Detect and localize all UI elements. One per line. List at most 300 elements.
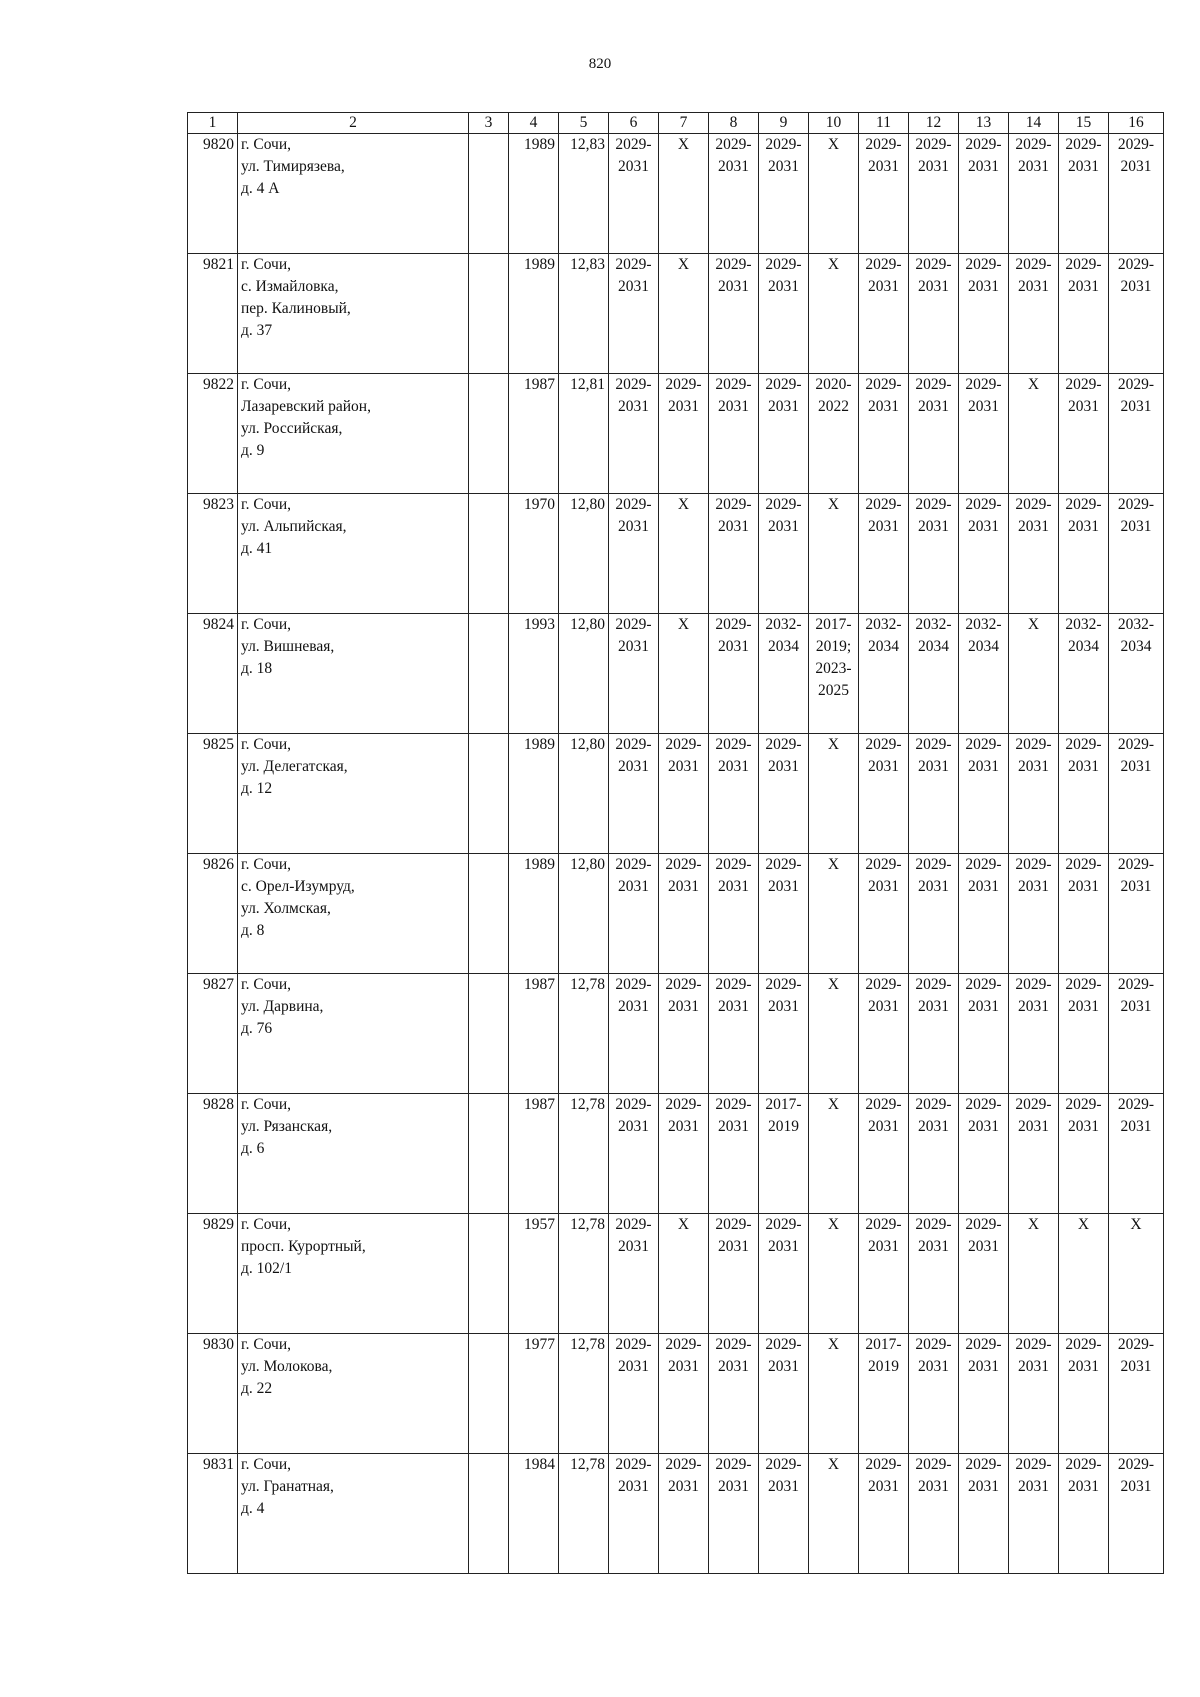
period-line: 2029- — [715, 496, 752, 513]
column-header-1: 1 — [188, 113, 238, 134]
period-line: 2031 — [1068, 1478, 1099, 1495]
area-cell: 12,83 — [559, 254, 609, 374]
period-cell-col-9 — [759, 134, 809, 254]
period-cell-col-10 — [809, 734, 859, 854]
period-line: 2029- — [765, 976, 802, 993]
period-line: 2029- — [1117, 496, 1155, 513]
address-line: д. 4 — [241, 1500, 265, 1517]
period-line: X — [827, 1096, 840, 1113]
period-cell-col-15 — [1059, 734, 1109, 854]
period-line: 2031 — [1120, 878, 1152, 895]
period-line: 2031 — [768, 518, 799, 535]
year-cell: 1993 — [509, 614, 559, 734]
period-line: 2031 — [668, 878, 699, 895]
period-cell-col-12 — [909, 254, 959, 374]
period-cell-col-14 — [1009, 1334, 1059, 1454]
period-cell-col-15 — [1059, 1214, 1109, 1334]
period-line: 2029- — [1015, 256, 1052, 273]
period-line: 2031 — [918, 278, 949, 295]
period-line: 2029- — [1015, 856, 1052, 873]
period-line: 2031 — [718, 878, 749, 895]
period-line: X — [827, 1216, 840, 1233]
period-cell-col-15 — [1059, 1094, 1109, 1214]
column-header-10: 10 — [809, 113, 859, 134]
row-number: 9822 — [188, 374, 238, 494]
period-line: 2031 — [618, 1238, 649, 1255]
period-line: 2019; — [815, 638, 852, 655]
column-3-cell — [469, 1454, 509, 1574]
period-cell-col-8 — [709, 614, 759, 734]
period-line: 2031 — [618, 158, 649, 175]
period-line: 2029- — [615, 496, 652, 513]
row-number: 9827 — [188, 974, 238, 1094]
period-line: 2031 — [968, 1358, 999, 1375]
period-line: 2031 — [618, 878, 649, 895]
address-line: г. Сочи, — [241, 856, 292, 873]
period-line: X — [677, 616, 690, 633]
period-cell-col-7 — [659, 614, 709, 734]
address-line: г. Сочи, — [241, 1216, 292, 1233]
period-line: 2031 — [968, 518, 999, 535]
period-cell-col-8 — [709, 374, 759, 494]
period-line: 2029- — [1117, 376, 1155, 393]
period-cell-col-8 — [709, 734, 759, 854]
period-line: X — [827, 136, 840, 153]
period-line: 2029- — [965, 976, 1002, 993]
table-row — [188, 974, 1164, 1094]
address-line: г. Сочи, — [241, 976, 292, 993]
area-cell: 12,80 — [559, 494, 609, 614]
area-cell: 12,81 — [559, 374, 609, 494]
address-cell — [238, 1094, 469, 1214]
address-cell — [238, 134, 469, 254]
column-3-cell — [469, 254, 509, 374]
period-line: 2029- — [1065, 1336, 1102, 1353]
address-line: просп. Курортный, — [241, 1238, 366, 1255]
period-cell-col-10 — [809, 974, 859, 1094]
period-line: 2031 — [718, 638, 749, 655]
period-line: 2029- — [715, 136, 752, 153]
table-row — [188, 494, 1164, 614]
period-line: 2029- — [865, 856, 902, 873]
period-line: X — [1027, 376, 1040, 393]
period-cell-col-12 — [909, 974, 959, 1094]
period-cell-col-14 — [1009, 1454, 1059, 1574]
period-line: 2029- — [715, 1096, 752, 1113]
period-line: 2031 — [968, 1118, 999, 1135]
period-cell-col-10 — [809, 494, 859, 614]
address-cell — [238, 374, 469, 494]
period-cell-col-7 — [659, 1454, 709, 1574]
period-cell-col-6 — [609, 974, 659, 1094]
period-line: 2029- — [765, 136, 802, 153]
column-3-cell — [469, 134, 509, 254]
period-line: 2031 — [718, 398, 749, 415]
period-cell-col-6 — [609, 1334, 659, 1454]
address-line: ул. Делегатская, — [241, 758, 348, 775]
period-cell-col-13 — [959, 614, 1009, 734]
period-line: 2031 — [618, 1118, 649, 1135]
period-line: 2029- — [715, 1456, 752, 1473]
period-line: 2029- — [615, 856, 652, 873]
row-number: 9823 — [188, 494, 238, 614]
period-line: 2029- — [715, 376, 752, 393]
period-line: 2029- — [965, 256, 1002, 273]
period-line: 2022 — [818, 398, 849, 415]
period-cell-col-14 — [1009, 1094, 1059, 1214]
period-cell-col-14 — [1009, 494, 1059, 614]
period-line: 2031 — [968, 998, 999, 1015]
period-line: X — [1077, 1216, 1090, 1233]
period-line: 2031 — [918, 998, 949, 1015]
period-line: 2031 — [968, 158, 999, 175]
period-line: X — [827, 1456, 840, 1473]
period-line: X — [677, 136, 690, 153]
period-cell-col-7 — [659, 854, 709, 974]
period-line: 2034 — [968, 638, 999, 655]
address-line: г. Сочи, — [241, 1456, 292, 1473]
period-line: 2032- — [965, 616, 1002, 633]
year-cell: 1989 — [509, 254, 559, 374]
period-line: 2034 — [768, 638, 799, 655]
period-cell-col-15 — [1059, 854, 1109, 974]
period-cell-col-9 — [759, 1214, 809, 1334]
period-line: 2029- — [1065, 1096, 1102, 1113]
period-line: 2029- — [615, 1096, 652, 1113]
column-3-cell — [469, 1334, 509, 1454]
period-line: 2031 — [1068, 758, 1099, 775]
period-line: X — [827, 256, 840, 273]
table-row — [188, 254, 1164, 374]
period-cell-col-8 — [709, 1214, 759, 1334]
period-line: X — [1027, 616, 1040, 633]
area-cell: 12,78 — [559, 1214, 609, 1334]
period-cell-col-13 — [959, 854, 1009, 974]
address-line: г. Сочи, — [241, 616, 292, 633]
period-cell-col-10 — [809, 1334, 859, 1454]
period-line: 2029- — [1065, 376, 1102, 393]
period-line: 2029- — [865, 496, 902, 513]
period-line: 2029- — [1015, 1096, 1052, 1113]
period-line: 2031 — [1120, 518, 1152, 535]
period-cell-col-7 — [659, 134, 709, 254]
period-line: 2029- — [1015, 496, 1052, 513]
period-cell-col-14 — [1009, 974, 1059, 1094]
period-cell-col-16 — [1109, 1334, 1164, 1454]
period-line: 2031 — [1018, 758, 1049, 775]
period-line: 2031 — [668, 1358, 699, 1375]
address-cell — [238, 614, 469, 734]
period-line: 2032- — [915, 616, 952, 633]
period-line: 2029- — [915, 1456, 952, 1473]
period-cell-col-7 — [659, 1094, 709, 1214]
period-line: 2031 — [868, 878, 899, 895]
table-row — [188, 614, 1164, 734]
period-cell-col-9 — [759, 854, 809, 974]
period-line: 2029- — [865, 976, 902, 993]
period-line: 2019 — [868, 1358, 899, 1375]
period-line: 2029- — [965, 1096, 1002, 1113]
period-line: 2029- — [1065, 1456, 1102, 1473]
period-line: 2029- — [665, 856, 702, 873]
period-line: 2031 — [1120, 998, 1152, 1015]
period-cell-col-16 — [1109, 614, 1164, 734]
column-header-11: 11 — [859, 113, 909, 134]
period-cell-col-12 — [909, 734, 959, 854]
period-line: 2031 — [868, 518, 899, 535]
period-cell-col-13 — [959, 494, 1009, 614]
period-line: 2031 — [668, 1118, 699, 1135]
period-line: 2029- — [915, 736, 952, 753]
period-line: 2029- — [765, 256, 802, 273]
table-row — [188, 1454, 1164, 1574]
address-line: Лазаревский район, — [241, 398, 371, 415]
period-cell-col-12 — [909, 1094, 959, 1214]
period-line: 2029- — [915, 496, 952, 513]
address-line: ул. Холмская, — [241, 900, 331, 917]
period-line: 2029- — [1065, 856, 1102, 873]
row-number: 9821 — [188, 254, 238, 374]
address-line: д. 76 — [241, 1020, 273, 1037]
period-cell-col-13 — [959, 1334, 1009, 1454]
period-line: 2031 — [618, 1478, 649, 1495]
address-cell — [238, 854, 469, 974]
period-line: 2029- — [1015, 1456, 1052, 1473]
period-line: 2029- — [865, 1456, 902, 1473]
table-row — [188, 854, 1164, 974]
address-line: ул. Рязанская, — [241, 1118, 333, 1135]
address-line: ул. Тимирязева, — [241, 158, 345, 175]
period-line: 2029- — [965, 1456, 1002, 1473]
period-line: 2029- — [1015, 136, 1052, 153]
table-row — [188, 374, 1164, 494]
period-cell-col-6 — [609, 1454, 659, 1574]
period-cell-col-8 — [709, 1094, 759, 1214]
year-cell: 1987 — [509, 974, 559, 1094]
period-line: 2031 — [668, 998, 699, 1015]
period-cell-col-14 — [1009, 1214, 1059, 1334]
period-line: 2029- — [665, 376, 702, 393]
period-line: 2029- — [665, 976, 702, 993]
period-line: 2029- — [965, 1336, 1002, 1353]
period-cell-col-10 — [809, 1454, 859, 1574]
period-line: 2029- — [715, 616, 752, 633]
period-line: 2031 — [718, 758, 749, 775]
period-cell-col-14 — [1009, 614, 1059, 734]
period-line: 2032- — [765, 616, 802, 633]
row-number: 9831 — [188, 1454, 238, 1574]
period-line: 2034 — [1068, 638, 1099, 655]
period-line: 2031 — [968, 878, 999, 895]
period-line: X — [827, 1336, 840, 1353]
period-cell-col-16 — [1109, 254, 1164, 374]
address-line: г. Сочи, — [241, 496, 292, 513]
period-line: 2025 — [818, 682, 849, 699]
period-line: 2034 — [868, 638, 899, 655]
column-header-6: 6 — [609, 113, 659, 134]
period-line: 2031 — [768, 1478, 799, 1495]
period-line: 2029- — [615, 256, 652, 273]
year-cell: 1989 — [509, 854, 559, 974]
period-cell-col-15 — [1059, 1454, 1109, 1574]
table-row — [188, 734, 1164, 854]
period-line: 2031 — [718, 158, 749, 175]
period-line: 2029- — [965, 496, 1002, 513]
column-header-3: 3 — [469, 113, 509, 134]
address-line: д. 102/1 — [241, 1260, 292, 1277]
area-cell: 12,80 — [559, 734, 609, 854]
period-line: 2029- — [665, 1456, 702, 1473]
period-line: 2029- — [665, 1096, 702, 1113]
period-line: 2029- — [915, 1336, 952, 1353]
period-line: 2020- — [815, 376, 852, 393]
period-line: 2029- — [715, 1216, 752, 1233]
row-number: 9820 — [188, 134, 238, 254]
period-cell-col-8 — [709, 974, 759, 1094]
area-cell: 12,80 — [559, 854, 609, 974]
column-header-16: 16 — [1109, 113, 1164, 134]
period-cell-col-9 — [759, 974, 809, 1094]
period-cell-col-11 — [859, 1334, 909, 1454]
table-row — [188, 1214, 1164, 1334]
address-line: г. Сочи, — [241, 136, 292, 153]
year-cell: 1989 — [509, 134, 559, 254]
period-line: 2029- — [1117, 856, 1155, 873]
column-3-cell — [469, 1094, 509, 1214]
period-cell-col-12 — [909, 1454, 959, 1574]
period-line: 2031 — [668, 398, 699, 415]
period-line: 2034 — [1120, 638, 1152, 655]
column-3-cell — [469, 974, 509, 1094]
address-line: д. 9 — [241, 442, 265, 459]
period-line: 2031 — [718, 1358, 749, 1375]
period-line: 2031 — [618, 998, 649, 1015]
period-cell-col-15 — [1059, 254, 1109, 374]
period-cell-col-12 — [909, 614, 959, 734]
period-line: 2031 — [1120, 1118, 1152, 1135]
period-line: 2029- — [615, 976, 652, 993]
period-cell-col-11 — [859, 614, 909, 734]
period-line: 2029- — [1065, 736, 1102, 753]
address-line: д. 37 — [241, 322, 273, 339]
year-cell: 1989 — [509, 734, 559, 854]
period-cell-col-10 — [809, 374, 859, 494]
period-line: 2031 — [968, 1478, 999, 1495]
address-line: с. Измайловка, — [241, 278, 339, 295]
period-cell-col-8 — [709, 254, 759, 374]
period-line: 2031 — [768, 1238, 799, 1255]
period-line: 2031 — [768, 758, 799, 775]
period-line: 2031 — [1068, 1118, 1099, 1135]
address-line: д. 18 — [241, 660, 273, 677]
address-line: ул. Российская, — [241, 420, 343, 437]
period-line: 2029- — [615, 136, 652, 153]
period-cell-col-10 — [809, 134, 859, 254]
address-line: д. 6 — [241, 1140, 265, 1157]
period-line: 2017- — [815, 616, 852, 633]
period-line: 2029- — [1015, 1336, 1052, 1353]
period-line: 2017- — [865, 1336, 902, 1353]
period-line: 2029- — [1065, 256, 1102, 273]
period-line: 2031 — [918, 518, 949, 535]
area-cell: 12,83 — [559, 134, 609, 254]
period-line: 2029- — [1015, 736, 1052, 753]
column-header-5: 5 — [559, 113, 609, 134]
period-line: 2029- — [1065, 976, 1102, 993]
period-cell-col-9 — [759, 374, 809, 494]
period-line: 2031 — [968, 758, 999, 775]
period-cell-col-8 — [709, 494, 759, 614]
period-line: 2031 — [668, 758, 699, 775]
address-line: д. 12 — [241, 780, 273, 797]
address-line: г. Сочи, — [241, 1096, 292, 1113]
address-line: ул. Альпийская, — [241, 518, 347, 535]
period-line: 2029- — [1117, 976, 1155, 993]
period-line: 2029- — [615, 1216, 652, 1233]
period-cell-col-11 — [859, 1214, 909, 1334]
period-line: 2029- — [965, 736, 1002, 753]
address-line: ул. Дарвина, — [241, 998, 324, 1015]
period-line: 2029- — [665, 1336, 702, 1353]
period-line: 2031 — [868, 158, 899, 175]
register-table — [187, 112, 1164, 1574]
address-line: д. 22 — [241, 1380, 273, 1397]
period-line: 2031 — [1018, 518, 1049, 535]
period-cell-col-7 — [659, 1214, 709, 1334]
period-line: 2029- — [915, 976, 952, 993]
column-header-4: 4 — [509, 113, 559, 134]
period-line: X — [827, 736, 840, 753]
period-line: 2031 — [718, 1238, 749, 1255]
period-line: 2029- — [1117, 136, 1155, 153]
period-line: X — [1130, 1216, 1142, 1233]
period-cell-col-15 — [1059, 134, 1109, 254]
column-3-cell — [469, 374, 509, 494]
period-line: 2029- — [915, 136, 952, 153]
period-line: 2031 — [1068, 878, 1099, 895]
period-line: 2029- — [865, 736, 902, 753]
period-line: 2029- — [765, 1336, 802, 1353]
period-line: 2029- — [965, 136, 1002, 153]
period-line: 2029- — [615, 1336, 652, 1353]
period-cell-col-8 — [709, 134, 759, 254]
row-number: 9824 — [188, 614, 238, 734]
period-line: 2034 — [918, 638, 949, 655]
period-line: 2031 — [768, 278, 799, 295]
period-line: 2017- — [765, 1096, 802, 1113]
period-line: 2029- — [765, 496, 802, 513]
period-line: 2029- — [865, 376, 902, 393]
period-line: 2031 — [1068, 398, 1099, 415]
period-cell-col-12 — [909, 494, 959, 614]
period-cell-col-12 — [909, 374, 959, 494]
period-cell-col-9 — [759, 1094, 809, 1214]
period-line: 2031 — [768, 1358, 799, 1375]
period-line: 2031 — [1068, 1358, 1099, 1375]
period-line: 2032- — [1117, 616, 1155, 633]
period-cell-col-13 — [959, 254, 1009, 374]
year-cell: 1987 — [509, 374, 559, 494]
period-line: 2031 — [868, 758, 899, 775]
address-line: д. 4 А — [241, 180, 280, 197]
row-number: 9829 — [188, 1214, 238, 1334]
period-line: 2029- — [715, 256, 752, 273]
address-cell — [238, 974, 469, 1094]
period-line: 2029- — [915, 856, 952, 873]
period-line: 2031 — [618, 398, 649, 415]
address-line: пер. Калиновый, — [241, 300, 351, 317]
period-line: 2031 — [918, 1478, 949, 1495]
